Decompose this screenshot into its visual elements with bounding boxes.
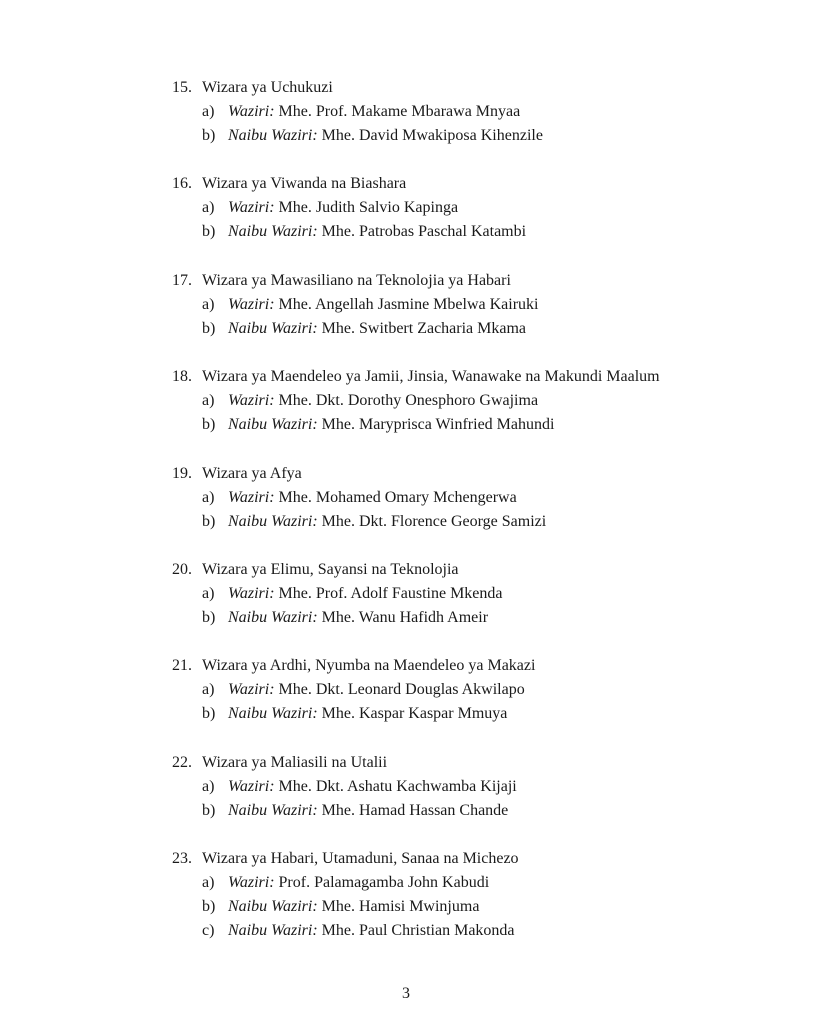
official-role: Waziri: <box>228 103 275 120</box>
official-line <box>172 606 812 630</box>
official-letter: a) <box>202 199 215 217</box>
ministry-name: Wizara ya Elimu, Sayansi na Teknolojia <box>202 560 459 578</box>
official-name: Mhe. Angellah Jasmine Mbelwa Kairuki <box>278 295 539 313</box>
official-role: Naibu Waziri: <box>228 512 318 530</box>
official-role: Waziri: <box>228 199 275 217</box>
official-role: Naibu Waziri: <box>228 898 318 916</box>
official-letter: b) <box>202 898 216 916</box>
ministry-number: 21. <box>172 657 192 675</box>
official-role: Waziri: <box>228 392 275 410</box>
ministry-item <box>172 847 812 943</box>
official-role: Naibu Waziri: <box>228 319 318 337</box>
ministry-number: 16. <box>172 175 192 193</box>
ministry-number: 20. <box>172 560 192 578</box>
official-line <box>172 389 812 413</box>
ministry-heading <box>172 751 812 775</box>
official-name: Mhe. Kaspar Kaspar Mmuya <box>321 705 508 723</box>
ministry-number: 19. <box>172 464 192 482</box>
official-role: Waziri: <box>228 777 275 795</box>
official-letter: b) <box>202 416 216 434</box>
official-letter: a) <box>202 392 215 410</box>
official-line <box>172 220 812 244</box>
official-name: Mhe. Dkt. Florence George Samizi <box>321 512 547 530</box>
official-role: Naibu Waziri: <box>228 801 318 819</box>
official-name: Mhe. Switbert Zacharia Mkama <box>321 319 527 337</box>
official-role: Naibu Waziri: <box>228 127 318 144</box>
ministry-number: 17. <box>172 271 192 289</box>
official-letter: b) <box>202 223 216 241</box>
ministry-name: Wizara ya Afya <box>202 464 302 482</box>
official-role: Naibu Waziri: <box>228 608 318 626</box>
official-role: Naibu Waziri: <box>228 416 318 434</box>
official-letter: b) <box>202 801 216 819</box>
official-letter: a) <box>202 874 215 892</box>
official-line <box>172 196 812 220</box>
official-line <box>172 775 812 799</box>
ministry-heading <box>172 269 812 293</box>
ministry-name: Wizara ya Maendeleo ya Jamii, Jinsia, Wanawake na Makundi Maalum <box>202 368 660 386</box>
official-name: Mhe. David Mwakiposa Kihenzile <box>321 127 543 144</box>
ministry-item <box>172 462 812 558</box>
official-line <box>172 678 812 702</box>
ministry-name: Wizara ya Maliasili na Utalii <box>202 753 388 771</box>
official-letter: b) <box>202 608 216 626</box>
official-line <box>172 293 812 317</box>
official-letter: a) <box>202 295 215 313</box>
official-line <box>172 486 812 510</box>
official-name: Mhe. Prof. Makame Mbarawa Mnyaa <box>278 103 521 120</box>
ministry-item <box>172 751 812 847</box>
official-role: Waziri: <box>228 295 275 313</box>
official-line <box>172 582 812 606</box>
official-letter: c) <box>202 922 215 940</box>
ministry-name: Wizara ya Habari, Utamaduni, Sanaa na Michezo <box>202 850 519 868</box>
official-name: Mhe. Hamad Hassan Chande <box>321 801 509 819</box>
official-name: Prof. Palamagamba John Kabudi <box>278 874 490 892</box>
ministry-name: Wizara ya Ardhi, Nyumba na Maendeleo ya Makazi <box>202 657 536 675</box>
official-role: Naibu Waziri: <box>228 223 318 241</box>
ministry-number: 22. <box>172 753 192 771</box>
page-number: 3 <box>402 985 410 1002</box>
ministry-heading <box>172 462 812 486</box>
official-letter: b) <box>202 127 216 144</box>
official-name: Mhe. Paul Christian Makonda <box>321 922 515 940</box>
official-role: Waziri: <box>228 681 275 699</box>
official-name: Mhe. Patrobas Paschal Katambi <box>321 223 527 241</box>
ministry-item <box>172 76 812 172</box>
official-role: Waziri: <box>228 874 275 892</box>
official-role: Waziri: <box>228 488 275 506</box>
ministry-heading <box>172 365 812 389</box>
ministry-heading <box>172 558 812 582</box>
ministry-heading <box>172 172 812 196</box>
official-line <box>172 895 812 919</box>
official-role: Naibu Waziri: <box>228 705 318 723</box>
official-name: Mhe. Hamisi Mwinjuma <box>321 898 480 916</box>
official-name: Mhe. Judith Salvio Kapinga <box>278 199 459 217</box>
official-letter: a) <box>202 488 215 506</box>
official-role: Waziri: <box>228 584 275 602</box>
ministry-list <box>172 76 812 943</box>
official-name: Mhe. Dkt. Dorothy Onesphoro Gwajima <box>278 392 539 410</box>
official-line <box>172 702 812 726</box>
ministry-heading <box>172 76 812 100</box>
official-role: Naibu Waziri: <box>228 922 318 940</box>
official-line <box>172 124 812 148</box>
official-name: Mhe. Mohamed Omary Mchengerwa <box>278 488 517 506</box>
official-letter: a) <box>202 681 215 699</box>
official-letter: a) <box>202 584 215 602</box>
ministry-item <box>172 269 812 365</box>
official-letter: b) <box>202 512 216 530</box>
official-line <box>172 510 812 534</box>
ministry-name: Wizara ya Uchukuzi <box>202 79 333 96</box>
official-letter: b) <box>202 705 216 723</box>
ministry-number: 15. <box>172 79 192 96</box>
ministry-item <box>172 365 812 461</box>
ministry-item <box>172 172 812 268</box>
ministry-heading <box>172 847 812 871</box>
ministry-item <box>172 558 812 654</box>
official-name: Mhe. Dkt. Ashatu Kachwamba Kijaji <box>278 777 517 795</box>
official-line <box>172 413 812 437</box>
official-line <box>172 919 812 943</box>
official-letter: a) <box>202 103 215 120</box>
official-line <box>172 799 812 823</box>
official-name: Mhe. Maryprisca Winfried Mahundi <box>321 416 555 434</box>
ministry-name: Wizara ya Mawasiliano na Teknolojia ya Habari <box>202 271 511 289</box>
official-name: Mhe. Dkt. Leonard Douglas Akwilapo <box>278 681 525 699</box>
official-name: Mhe. Wanu Hafidh Ameir <box>321 608 489 626</box>
ministry-name: Wizara ya Viwanda na Biashara <box>202 175 407 193</box>
official-line <box>172 871 812 895</box>
official-line <box>172 317 812 341</box>
ministry-number: 18. <box>172 368 192 386</box>
official-letter: a) <box>202 777 215 795</box>
official-line <box>172 100 812 124</box>
ministry-number: 23. <box>172 850 192 868</box>
official-letter: b) <box>202 319 216 337</box>
ministry-item <box>172 654 812 750</box>
official-name: Mhe. Prof. Adolf Faustine Mkenda <box>278 584 503 602</box>
ministry-heading <box>172 654 812 678</box>
